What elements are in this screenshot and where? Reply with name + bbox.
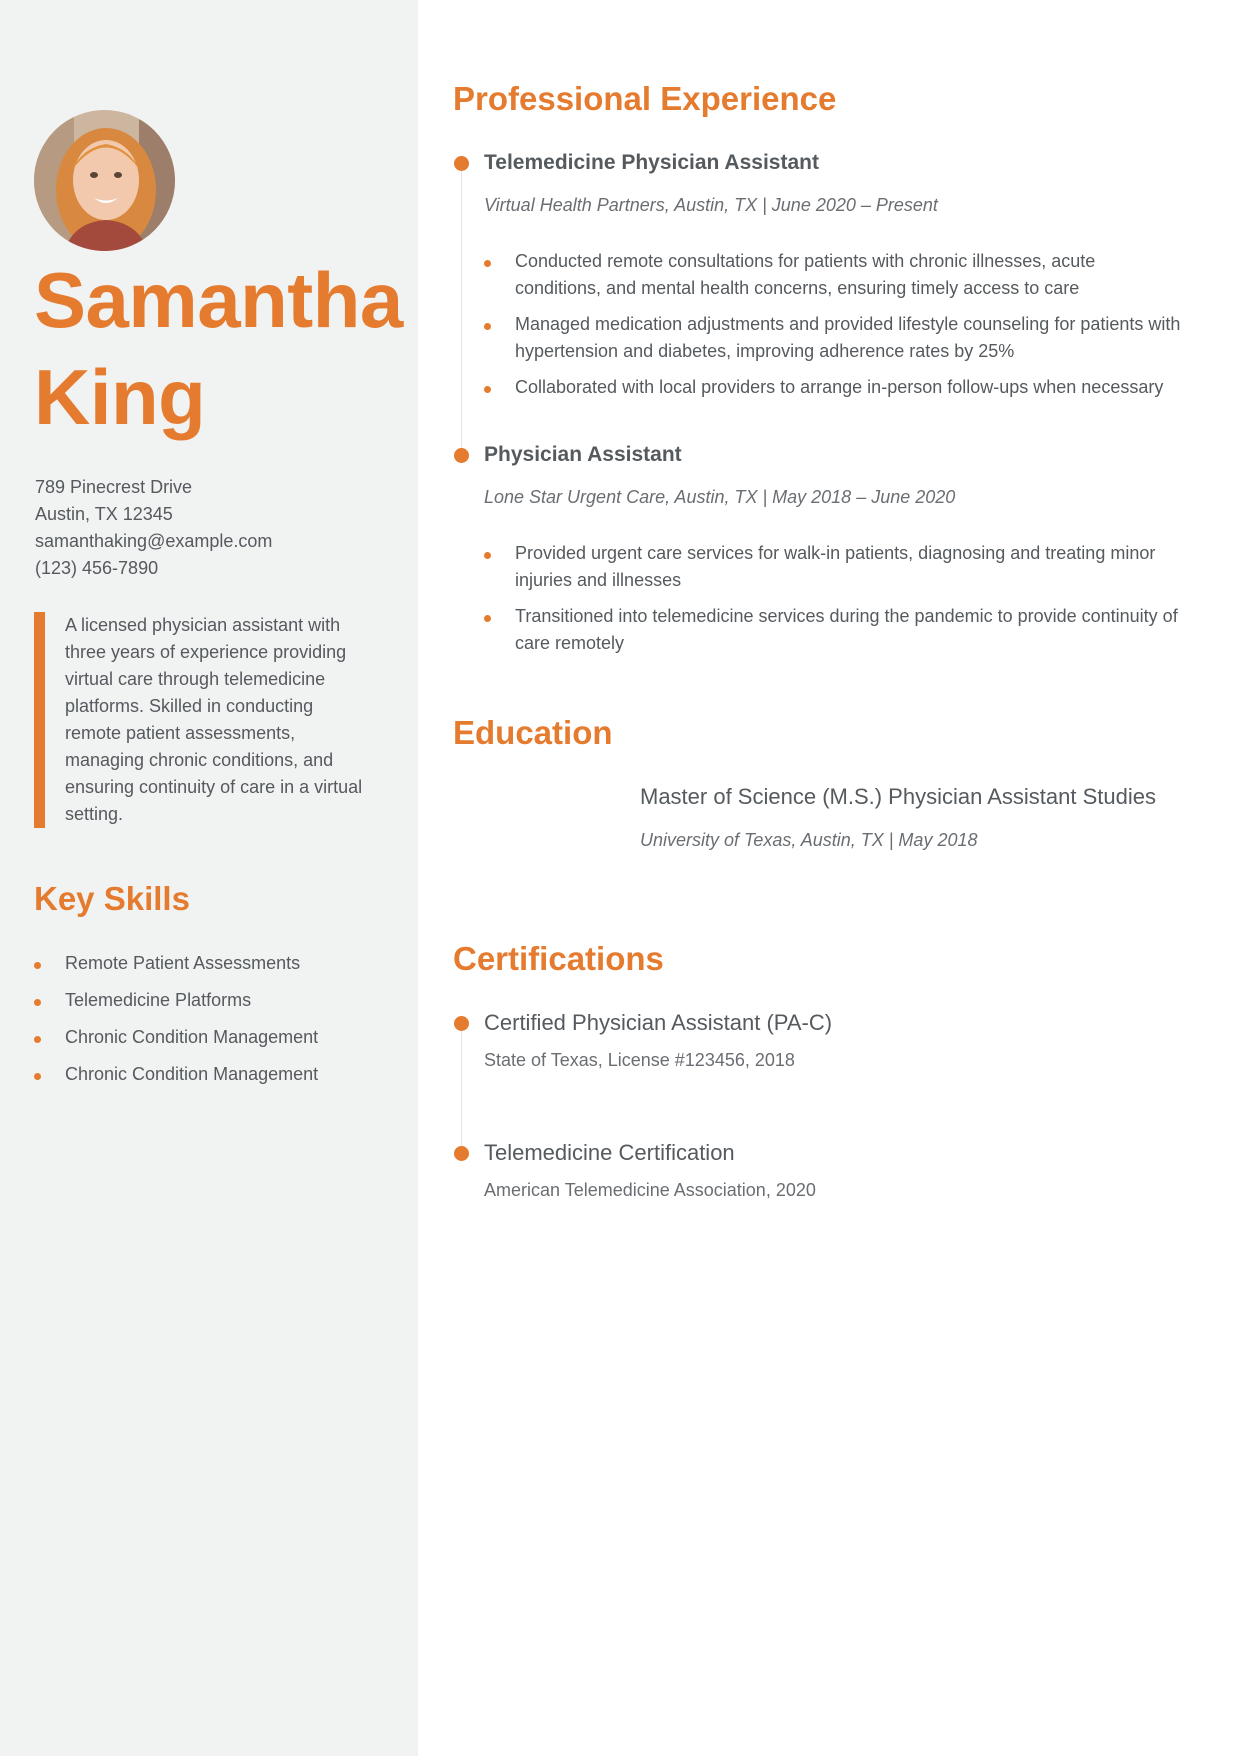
skills-heading: Key Skills [34, 880, 190, 917]
job-bullet: Conducted remote consultations for patients with chronic illnesses, acute conditions, and mental health concerns, ensuring timely access to care [484, 248, 1184, 302]
bullet-icon [484, 615, 491, 622]
address-line-1: 789 Pinecrest Drive [35, 477, 193, 497]
bullet-icon [34, 999, 41, 1006]
main-content [418, 0, 1241, 1756]
job-title: Telemedicine Physician Assistant [484, 151, 819, 174]
summary-text: A licensed physician assistant with three years of experience providing virtual care through telemedicine platforms. Skilled in conducting remote patient assessments, managing chronic conditions, and ensuring continuity of care in a virtual setting. [65, 615, 363, 824]
bullet-icon [34, 962, 41, 969]
profile-summary [34, 612, 384, 828]
email[interactable]: samanthaking@example.com [35, 531, 273, 551]
job-meta: Virtual Health Partners, Austin, TX | June 2020 – Present [484, 195, 938, 215]
timeline-dot-icon [454, 1016, 469, 1031]
job-bullets [484, 248, 1184, 410]
timeline-line [461, 163, 462, 455]
education-heading: Education [453, 714, 613, 751]
certifications-heading: Certifications [453, 940, 664, 977]
cert-title: Certified Physician Assistant (PA-C) [484, 1010, 833, 1035]
candidate-name [34, 252, 403, 446]
timeline-dot-icon [454, 448, 469, 463]
timeline-dot-icon [454, 1146, 469, 1161]
experience-heading: Professional Experience [453, 80, 837, 117]
cert-title: Telemedicine Certification [484, 1140, 735, 1165]
bullet-icon [484, 552, 491, 559]
job-bullets [484, 540, 1184, 666]
job-bullet: Provided urgent care services for walk-in patients, diagnosing and treating minor injuries and illnesses [484, 540, 1184, 594]
avatar-image [34, 110, 175, 251]
address-line-2: Austin, TX 12345 [35, 504, 173, 524]
bullet-icon [34, 1073, 41, 1080]
education-meta: University of Texas, Austin, TX | May 2018 [640, 830, 978, 850]
job-title: Physician Assistant [484, 443, 682, 466]
phone[interactable]: (123) 456-7890 [35, 558, 159, 578]
bullet-icon [34, 1036, 41, 1043]
sidebar [0, 0, 418, 1756]
cert-meta: State of Texas, License #123456, 2018 [484, 1050, 795, 1070]
timeline-dot-icon [454, 156, 469, 171]
skills-list [34, 950, 318, 1098]
skill-item: Remote Patient Assessments [34, 950, 318, 987]
first-name: Samantha [34, 256, 403, 344]
job-meta: Lone Star Urgent Care, Austin, TX | May 2018 – June 2020 [484, 487, 956, 507]
profile-photo [34, 110, 175, 251]
bullet-icon [484, 386, 491, 393]
job-bullet: Managed medication adjustments and provided lifestyle counseling for patients with hypertension and diabetes, improving adherence rates by 25% [484, 311, 1184, 365]
skill-item: Chronic Condition Management [34, 1024, 318, 1061]
bullet-icon [484, 260, 491, 267]
skill-item: Chronic Condition Management [34, 1061, 318, 1098]
bullet-icon [484, 323, 491, 330]
job-bullet: Collaborated with local providers to arrange in-person follow-ups when necessary [484, 374, 1184, 401]
contact-info [35, 474, 272, 582]
timeline-line [461, 1031, 462, 1161]
cert-meta: American Telemedicine Association, 2020 [484, 1180, 816, 1200]
education-degree: Master of Science (M.S.) Physician Assistant Studies [640, 784, 1156, 809]
job-bullet: Transitioned into telemedicine services during the pandemic to provide continuity of care remotely [484, 603, 1184, 657]
skill-item: Telemedicine Platforms [34, 987, 318, 1024]
last-name: King [34, 353, 206, 441]
